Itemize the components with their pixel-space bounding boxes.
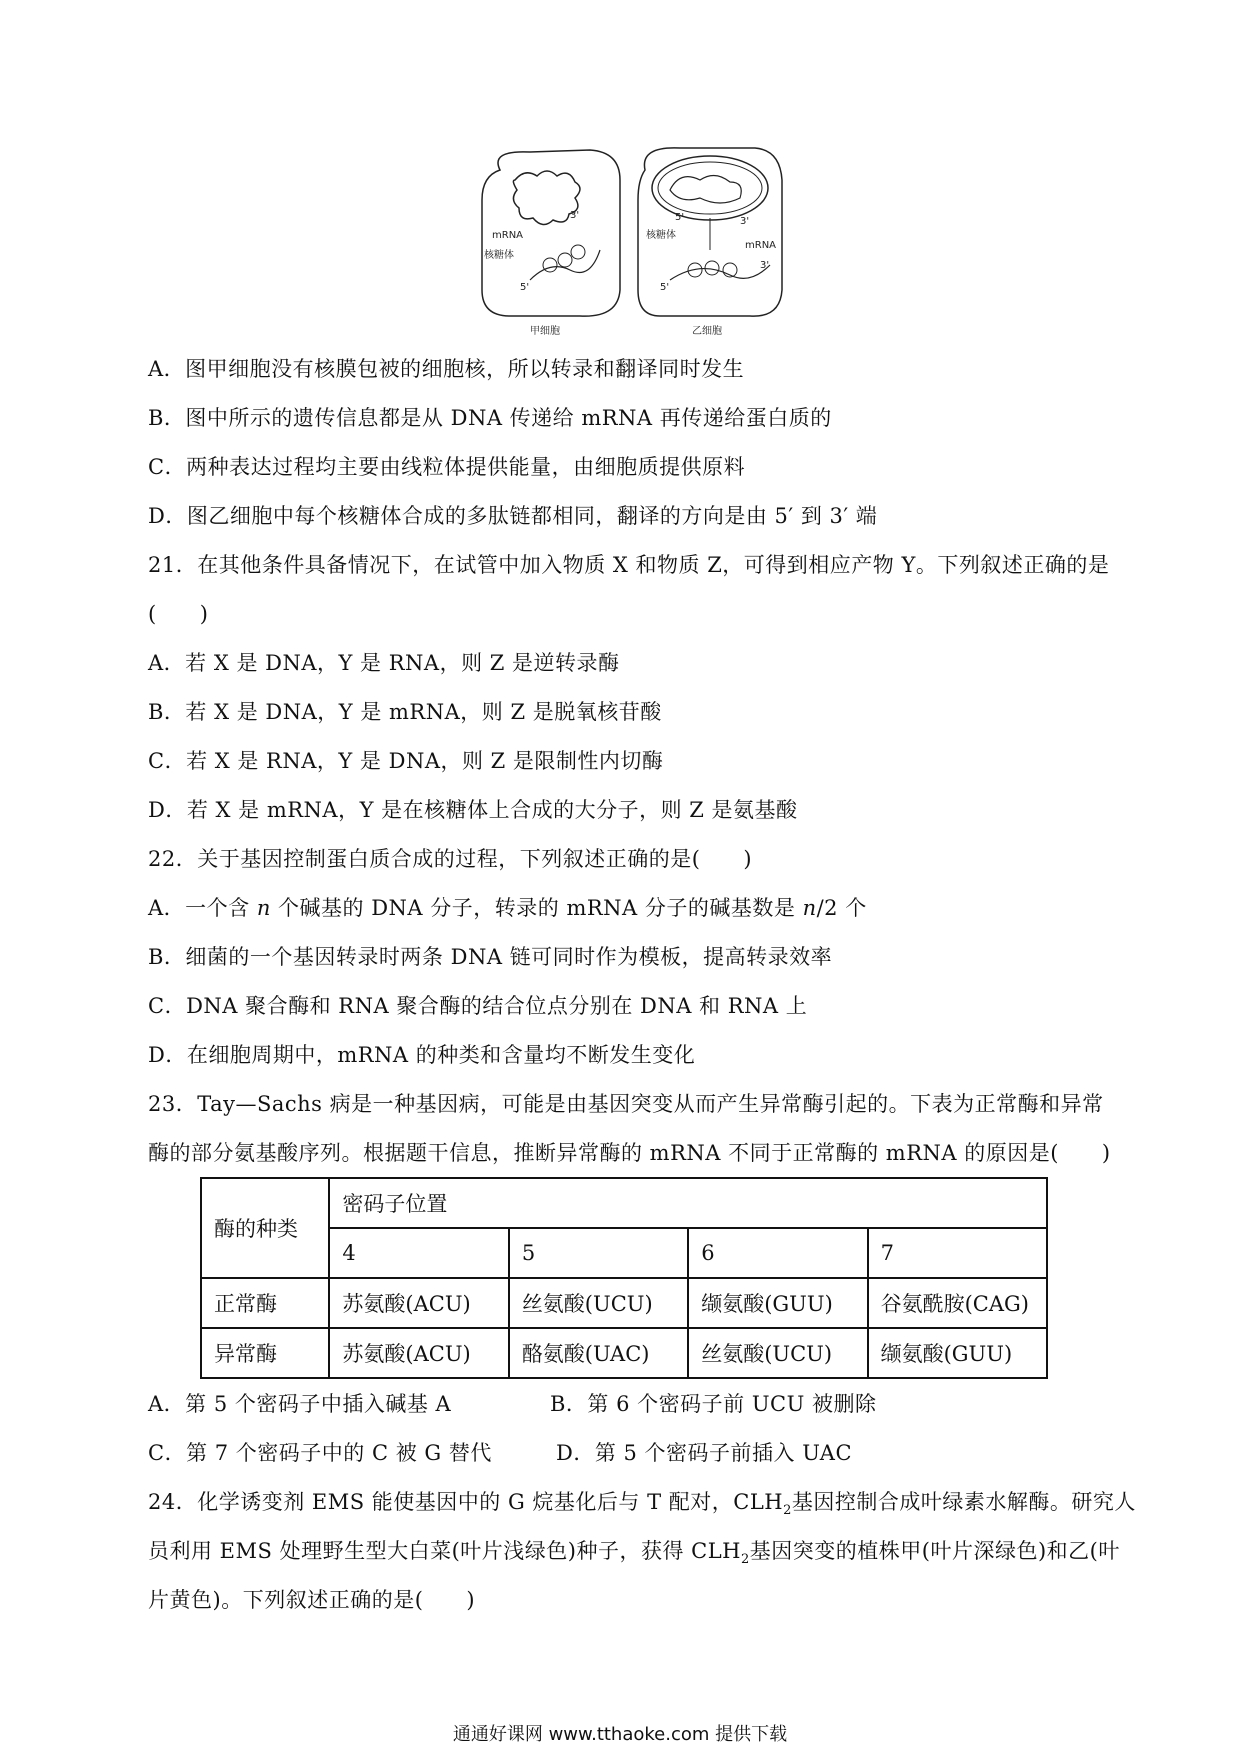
table-cell: 酪氨酸(UAC) xyxy=(509,1328,688,1378)
q21-stem-bracket: ( ) xyxy=(148,602,209,626)
table-cell: 苏氨酸(ACU) xyxy=(329,1278,508,1328)
fig-label-3-top-b: 3' xyxy=(740,216,750,227)
q23-option-b: B．第 6 个密码子前 UCU 被删除 xyxy=(550,1392,877,1416)
fig-label-3-a: 3' xyxy=(570,210,580,221)
q23-stem-line1: 23．Tay—Sachs 病是一种基因病，可能是由基因突变从而产生异常酶引起的。下表为正常酶和异常 xyxy=(148,1092,1104,1116)
q21-option-c: C．若 X 是 RNA，Y 是 DNA，则 Z 是限制性内切酶 xyxy=(148,749,664,773)
q23-option-c: C．第 7 个密码子中的 C 被 G 替代 xyxy=(148,1441,492,1465)
table-cell: 异常酶 xyxy=(201,1328,329,1378)
fig-label-cell-a: 甲细胞 xyxy=(530,326,560,337)
table-row xyxy=(201,1178,1047,1228)
q22-stem: 22．关于基因控制蛋白质合成的过程，下列叙述正确的是( ) xyxy=(148,847,753,871)
q21-stem: 21．在其他条件具备情况下，在试管中加入物质 X 和物质 Z，可得到相应产物 Y。下列叙述正确的是 xyxy=(148,553,1110,577)
q21-option-b: B．若 X 是 DNA，Y 是 mRNA，则 Z 是脱氧核苷酸 xyxy=(148,700,662,724)
cell-a-ribosome xyxy=(543,258,557,272)
q23-option-a: A．第 5 个密码子中插入碱基 A xyxy=(148,1392,452,1416)
table-cell: 苏氨酸(ACU) xyxy=(329,1328,508,1378)
table-header-pos: 6 xyxy=(688,1228,867,1278)
fig-label-ribosome-b: 核糖体 xyxy=(646,230,676,241)
fig-label-3-b: 3' xyxy=(760,260,770,271)
fig-label-ribosome-a: 核糖体 xyxy=(484,250,514,261)
q21-option-a: A．若 X 是 DNA，Y 是 RNA，则 Z 是逆转录酶 xyxy=(148,651,620,675)
table-row xyxy=(201,1328,1047,1378)
fig-label-mrna-a: mRNA xyxy=(492,230,524,241)
table-header-pos: 4 xyxy=(329,1228,508,1278)
fig-label-5-top-b: 5' xyxy=(675,212,685,223)
q22-option-a: A．一个含 n 个碱基的 DNA 分子，转录的 mRNA 分子的碱基数是 n/2 个 xyxy=(148,896,867,920)
q24-stem-line3: 片黄色)。下列叙述正确的是( ) xyxy=(148,1588,476,1612)
q20-option-c: C．两种表达过程均主要由线粒体提供能量，由细胞质提供原料 xyxy=(148,455,746,479)
cell-a-mrna xyxy=(530,250,600,280)
q23-stem-line2: 酶的部分氨基酸序列。根据题干信息，推断异常酶的 mRNA 不同于正常酶的 mRNA 的原因是( ) xyxy=(148,1141,1111,1165)
table-header-enzyme: 酶的种类 xyxy=(201,1178,329,1278)
q22-option-b: B．细菌的一个基因转录时两条 DNA 链可同时作为模板，提高转录效率 xyxy=(148,945,833,969)
table-header-pos: 7 xyxy=(868,1228,1047,1278)
table-cell: 缬氨酸(GUU) xyxy=(868,1328,1047,1378)
fig-label-5-a: 5' xyxy=(520,282,530,293)
q22-option-c: C．DNA 聚合酶和 RNA 聚合酶的结合位点分别在 DNA 和 RNA 上 xyxy=(148,994,808,1018)
q20-option-a: A．图甲细胞没有核膜包被的细胞核，所以转录和翻译同时发生 xyxy=(148,357,745,381)
page-footer: 通通好课网 www.tthaoke.com 提供下载 xyxy=(452,1724,788,1745)
cell-diagram xyxy=(470,140,790,340)
codon-table xyxy=(200,1177,1048,1379)
table-row xyxy=(201,1278,1047,1328)
cell-b-dna xyxy=(670,175,741,203)
table-cell: 丝氨酸(UCU) xyxy=(509,1278,688,1328)
q22-option-d: D．在细胞周期中，mRNA 的种类和含量均不断发生变化 xyxy=(148,1043,696,1067)
q20-option-b: B．图中所示的遗传信息都是从 DNA 传递给 mRNA 再传递给蛋白质的 xyxy=(148,406,832,430)
q24-stem-line2: 员利用 EMS 处理野生型大白菜(叶片浅绿色)种子，获得 $CLH_2$基因突变的植株甲(叶片深绿色)和乙(叶 xyxy=(148,1539,1120,1568)
fig-label-cell-b: 乙细胞 xyxy=(692,326,722,337)
cell-b-nucleus-inner xyxy=(658,162,762,214)
fig-label-5-b: 5' xyxy=(660,282,670,293)
table-header-pos: 5 xyxy=(509,1228,688,1278)
q23-option-d: D．第 5 个密码子前插入 UAC xyxy=(556,1441,853,1465)
q20-option-d: D．图乙细胞中每个核糖体合成的多肽链都相同，翻译的方向是由 5′ 到 3′ 端 xyxy=(148,504,878,528)
q21-option-d: D．若 X 是 mRNA，Y 是在核糖体上合成的大分子，则 Z 是氨基酸 xyxy=(148,798,798,822)
table-cell: 谷氨酰胺(CAG) xyxy=(868,1278,1047,1328)
q24-stem-line1: 24．化学诱变剂 EMS 能使基因中的 G 烷基化后与 T 配对，$CLH_2$基因控制合成叶绿素水解酶。研究人 xyxy=(148,1490,1136,1519)
table-header-codon-position: 密码子位置 xyxy=(329,1178,1047,1228)
table-cell: 缬氨酸(GUU) xyxy=(688,1278,867,1328)
fig-label-mrna-b: mRNA xyxy=(745,240,777,251)
table-cell: 正常酶 xyxy=(201,1278,329,1328)
cell-a-ribosome xyxy=(558,253,572,267)
cell-a-ribosome xyxy=(571,245,585,259)
cell-b-ribosome xyxy=(705,261,719,275)
table-cell: 丝氨酸(UCU) xyxy=(688,1328,867,1378)
cell-b-nucleus xyxy=(652,156,768,220)
cell-b-mrna xyxy=(670,265,770,280)
